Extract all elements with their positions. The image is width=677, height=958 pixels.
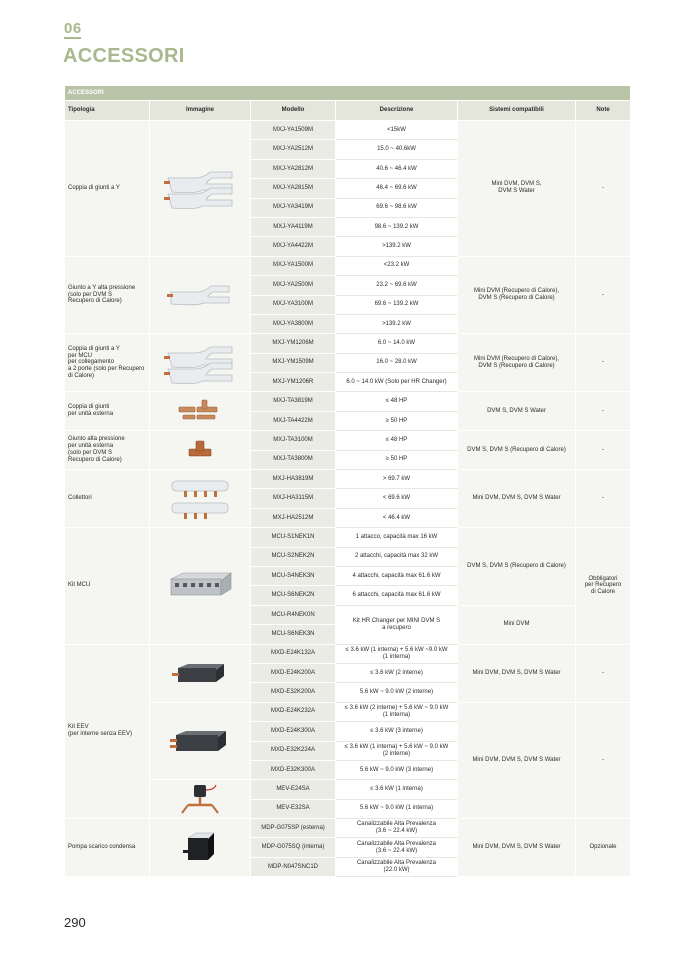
model-cell: MXD-E24K132A (251, 644, 336, 663)
y-joint-pair-image (150, 121, 251, 257)
tipologia-cell: Kit MCU (65, 528, 150, 644)
model-cell: MCU-S4NEK3N (251, 566, 336, 585)
description-cell: 98.6 ~ 139.2 kW (336, 217, 458, 236)
model-cell: MEV-E32SA (251, 799, 336, 818)
drain-pump-illustration (180, 830, 220, 866)
note-cell: - (576, 334, 631, 392)
note-cell: - (576, 644, 631, 702)
description-cell: ≤ 48 HP (336, 431, 458, 450)
description-cell: ≥ 50 HP (336, 411, 458, 430)
description-cell: 16.0 ~ 28.0 kW (336, 353, 458, 372)
description-cell: 69.6 ~ 139.2 kW (336, 295, 458, 314)
eev-kit-image (150, 702, 251, 780)
note-cell: - (576, 702, 631, 818)
description-cell: 15.0 ~ 40.6kW (336, 140, 458, 159)
model-cell: MXJ-YA3100M (251, 295, 336, 314)
model-cell: MXJ-HA3115M (251, 489, 336, 508)
note-cell: - (576, 392, 631, 431)
model-cell: MEV-E24SA (251, 780, 336, 799)
systems-cell: DVM S, DVM S (Recupero di Calore) (458, 528, 576, 606)
eev-valve-illustration (178, 782, 222, 816)
description-cell: Canalizzabile Alta Prevalenza (3.6 ~ 22.4 kW) (336, 819, 458, 838)
note-cell: Obbligatori per Recupero di Calore (576, 528, 631, 644)
model-cell: MXJ-HA3819M (251, 470, 336, 489)
systems-cell: Mini DVM (Recupero di Calore), DVM S (Recupero di Calore) (458, 334, 576, 392)
tipologia-cell: Coppia di giunti a Y per MCU per collegamento a 2 porte (solo per Recupero di Calore) (65, 334, 150, 392)
model-cell: MXJ-YA4422M (251, 237, 336, 256)
model-cell: MXJ-YM1206M (251, 334, 336, 353)
note-cell: Opzionale (576, 819, 631, 877)
y-joint-illustration (167, 282, 233, 308)
description-cell: 1 attacco, capacità max 16 kW (336, 528, 458, 547)
description-cell: 5.6 kW ~ 9.0 kW (2 interne) (336, 683, 458, 702)
model-cell: MXD-E32K224A (251, 741, 336, 760)
systems-cell: Mini DVM (458, 605, 576, 644)
header-descrizione: Descrizione (336, 101, 458, 121)
description-cell: <15kW (336, 121, 458, 140)
copper-tee-illustration (188, 439, 212, 461)
description-cell: ≤ 3.6 kW (1 interna) + 5.6 kW ~ 9.0 kW (2 interne) (336, 741, 458, 760)
description-cell: 5.6 kW ~ 9.0 kW (3 interne) (336, 760, 458, 779)
drain-pump-image (150, 819, 251, 877)
description-cell: ≤ 3.6 kW (1 interna) (336, 780, 458, 799)
description-cell: 46.4 ~ 69.6 kW (336, 179, 458, 198)
mcu-kit-image (150, 528, 251, 644)
model-cell: MCU-S6NEK2N (251, 586, 336, 605)
description-cell: ≥ 50 HP (336, 450, 458, 469)
header-manifold-image (150, 470, 251, 528)
y-joint-pair-illustration (164, 341, 236, 385)
chapter-rule (64, 37, 81, 39)
y-joint-mcu-image (150, 334, 251, 392)
model-cell: MXJ-YA4119M (251, 217, 336, 236)
description-cell: Canalizzabile Alta Prevalenza (22.0 kW) (336, 857, 458, 876)
description-cell: ≤ 3.6 kW (1 interna) + 5.6 kW ~9.0 kW (1 interna) (336, 644, 458, 663)
description-cell: 2 attacchi, capacità max 32 kW (336, 547, 458, 566)
tipologia-cell: Kit EEV (per interne senza EEV) (65, 644, 150, 819)
model-cell: MXJ-YA2812M (251, 159, 336, 178)
outdoor-high-pressure-joint-image (150, 431, 251, 470)
y-joint-pair-illustration (164, 166, 236, 210)
model-cell: MXJ-TA3800M (251, 450, 336, 469)
model-cell: MXJ-TA3819M (251, 392, 336, 411)
model-cell: MXJ-YM1206R (251, 373, 336, 392)
description-cell: >139.2 kW (336, 237, 458, 256)
description-cell: 6 attacchi, capacità max 61.6 kW (336, 586, 458, 605)
model-cell: MCU-S6NEK3N (251, 625, 336, 644)
tipologia-cell: Coppia di giunti per unità esterna (65, 392, 150, 431)
header-sistemi: Sistemi compatibili (458, 101, 576, 121)
note-cell: - (576, 121, 631, 257)
systems-cell: Mini DVM, DVM S, DVM S Water (458, 702, 576, 818)
systems-cell: Mini DVM, DVM S, DVM S Water (458, 470, 576, 528)
model-cell: MXJ-HA2512M (251, 508, 336, 527)
header-modello: Modello (251, 101, 336, 121)
model-cell: MXJ-YA3800M (251, 314, 336, 333)
description-cell: < 69.6 kW (336, 489, 458, 508)
tipologia-cell: Giunto a Y alta pressione (solo per DVM S Recupero di Calore) (65, 256, 150, 334)
systems-cell: Mini DVM (Recupero di Calore), DVM S (Recupero di Calore) (458, 256, 576, 334)
header-note: Note (576, 101, 631, 121)
systems-cell: DVM S, DVM S (Recupero di Calore) (458, 431, 576, 470)
description-cell: Kit HR Changer per MINI DVM S a recupero (336, 605, 458, 644)
tipologia-cell: Coppia di giunti a Y (65, 121, 150, 257)
model-cell: MXJ-YM1509M (251, 353, 336, 372)
model-cell: MXJ-YA1500M (251, 256, 336, 275)
description-cell: ≤ 3.6 kW (2 interne) + 5.6 kW ~ 9.0 kW (1 interna) (336, 702, 458, 721)
copper-tee-illustration (177, 398, 223, 424)
model-cell: MXJ-YA2512M (251, 140, 336, 159)
description-cell: < 46.4 kW (336, 508, 458, 527)
header-immagine: Immagine (150, 101, 251, 121)
outdoor-joint-image (150, 392, 251, 431)
model-cell: MCU-S2NEK2N (251, 547, 336, 566)
tipologia-cell: Pompa scarico condensa (65, 819, 150, 877)
tipologia-cell: Collettori (65, 470, 150, 528)
description-cell: 5.6 kW ~ 9.0 kW (1 interna) (336, 799, 458, 818)
eev-box-illustration (168, 725, 232, 757)
model-cell: MXJ-TA3100M (251, 431, 336, 450)
note-cell: - (576, 431, 631, 470)
description-cell: >139.2 kW (336, 314, 458, 333)
description-cell: 69.6 ~ 98.6 kW (336, 198, 458, 217)
y-joint-high-pressure-image (150, 256, 251, 334)
note-cell: - (576, 256, 631, 334)
note-cell: - (576, 470, 631, 528)
tipologia-cell: Giunto alta pressione per unità esterna (solo per DVM S Recupero di Calore) (65, 431, 150, 470)
systems-cell: DVM S, DVM S Water (458, 392, 576, 431)
systems-cell: Mini DVM, DVM S, DVM S Water (458, 121, 576, 257)
model-cell: MDP-G075SQ (interna) (251, 838, 336, 857)
model-cell: MCU-S1NEK1N (251, 528, 336, 547)
model-cell: MXJ-YA2500M (251, 276, 336, 295)
page-number: 290 (64, 915, 86, 930)
model-cell: MXJ-YA2815M (251, 179, 336, 198)
systems-cell: Mini DVM, DVM S, DVM S Water (458, 644, 576, 702)
eev-valve-image (150, 780, 251, 819)
model-cell: MCU-R4NEK0N (251, 605, 336, 624)
systems-cell: Mini DVM, DVM S, DVM S Water (458, 819, 576, 877)
model-cell: MXD-E24K300A (251, 722, 336, 741)
model-cell: MXJ-YA3419M (251, 198, 336, 217)
model-cell: MXJ-TA4422M (251, 411, 336, 430)
description-cell: ≤ 3.6 kW (3 interne) (336, 722, 458, 741)
description-cell: 40.6 ~ 46.4 kW (336, 159, 458, 178)
mcu-box-illustration (165, 569, 235, 603)
chapter-number: 06 (64, 20, 82, 37)
model-cell: MXJ-YA1509M (251, 121, 336, 140)
model-cell: MXD-E24K200A (251, 663, 336, 682)
eev-box-illustration (170, 658, 230, 688)
description-cell: <23.2 kW (336, 256, 458, 275)
eev-kit-image (150, 644, 251, 702)
description-cell: 23.2 ~ 69.6 kW (336, 276, 458, 295)
table-band-title: ACCESSORI (65, 86, 631, 101)
description-cell: ≤ 3.6 kW (2 interne) (336, 663, 458, 682)
description-cell: 6.0 ~ 14.0 kW (336, 334, 458, 353)
model-cell: MXD-E24K232A (251, 702, 336, 721)
description-cell: 4 attacchi, capacità max 61.6 kW (336, 566, 458, 585)
model-cell: MDP-N047SNC1D (251, 857, 336, 876)
chapter-title: ACCESSORI (63, 45, 185, 67)
description-cell: > 69.7 kW (336, 470, 458, 489)
description-cell: ≤ 48 HP (336, 392, 458, 411)
description-cell: 6.0 ~ 14.0 kW (Solo per HR Changer) (336, 373, 458, 392)
table-header-row (65, 101, 631, 121)
model-cell: MXD-E32K200A (251, 683, 336, 702)
model-cell: MDP-G075SP (esterna) (251, 819, 336, 838)
model-cell: MXD-E32K300A (251, 760, 336, 779)
accessories-table (64, 85, 631, 877)
description-cell: Canalizzabile Alta Prevalenza (3.6 ~ 22.4 kW) (336, 838, 458, 857)
manifold-illustration (164, 477, 236, 521)
header-tipologia: Tipologia (65, 101, 150, 121)
